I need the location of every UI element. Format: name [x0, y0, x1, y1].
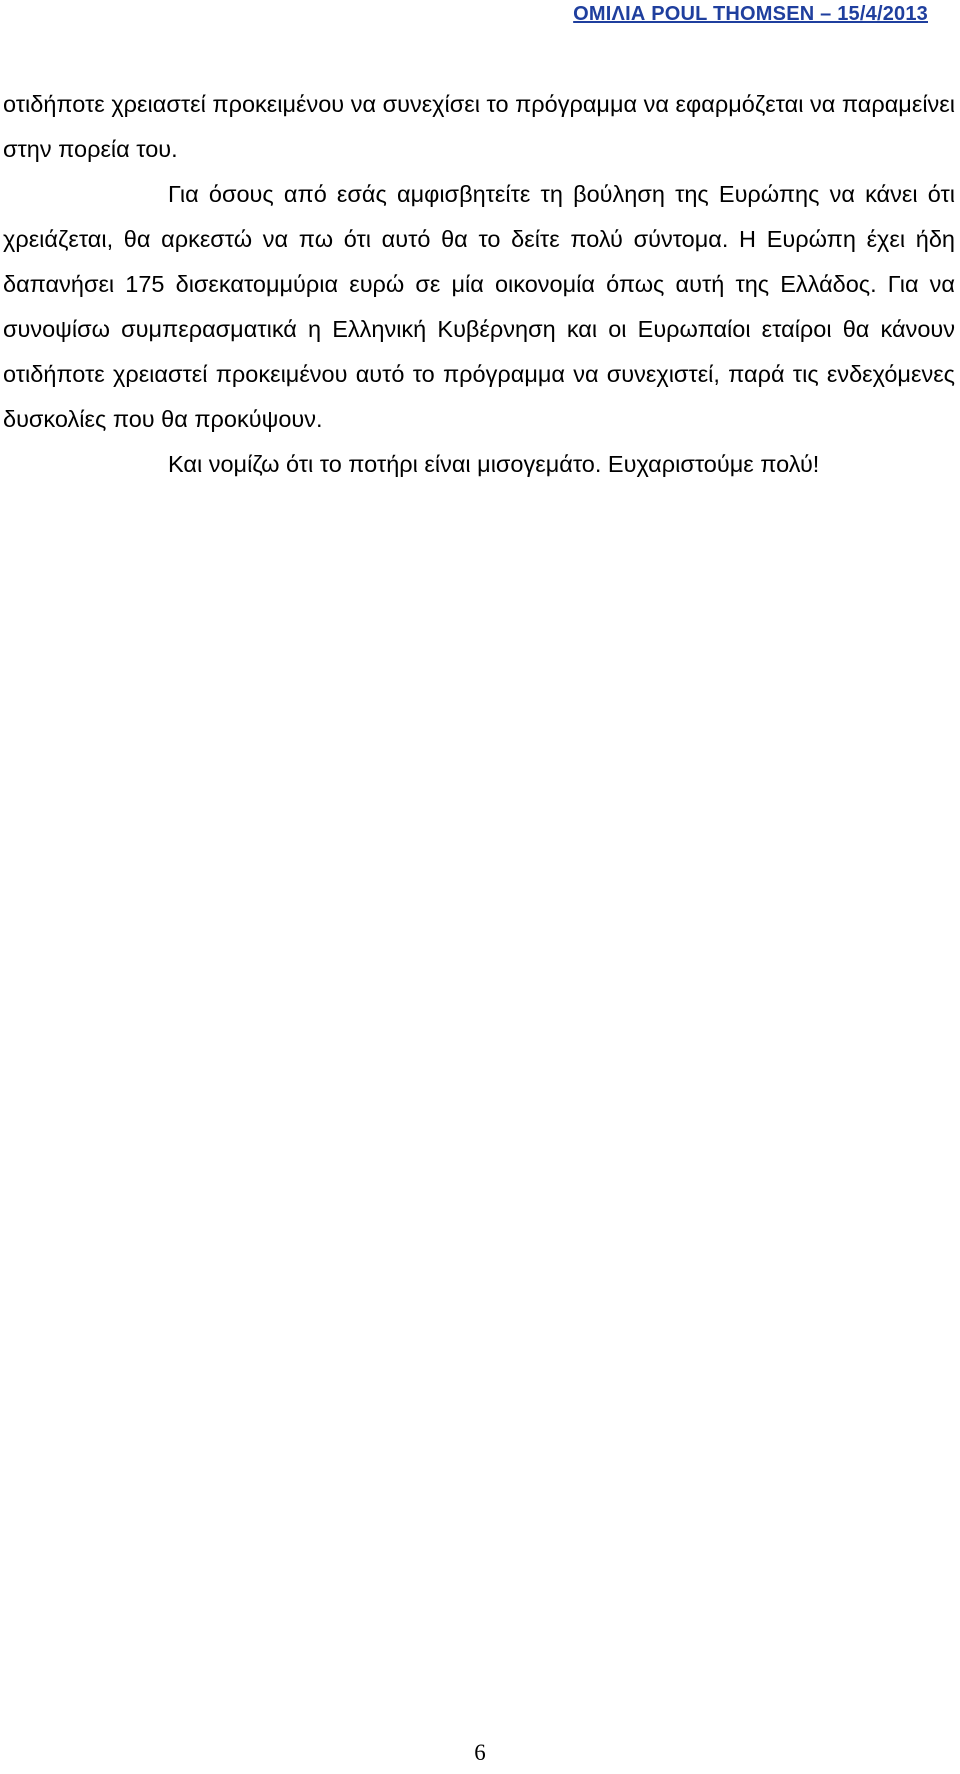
document-header-title: ΟΜΙΛΙΑ POUL THOMSEN – 15/4/2013 [573, 3, 928, 25]
document-body [3, 82, 955, 487]
page-number: 6 [474, 1740, 486, 1765]
paragraph-continuation: οτιδήποτε χρειαστεί προκειμένου να συνεχίσει το πρόγραμμα να εφαρμόζεται να παραμείνει στην πορεία του. [3, 91, 955, 162]
paragraph-europe-commitment: Για όσους από εσάς αμφισβητείτε τη βούληση της Ευρώπης να κάνει ότι χρειάζεται, θα αρκεστώ να πω ότι αυτό θα το δείτε πολύ σύντομα. Η Ευρώπη έχει ήδη δαπανήσει 175 δισεκατομμύρια ευρώ σε μία οικονομία όπως αυτή της Ελλάδος. Για να συνοψίσω συμπερασματικά η Ελληνική Κυβέρνηση και οι Ευρωπαίοι εταίροι θα κάνουν οτιδήποτε χρειαστεί προκειμένου αυτό το πρόγραμμα να συνεχιστεί, παρά τις ενδεχόμενες δυσκολίες που θα προκύψουν. [3, 181, 955, 432]
paragraph-closing: Και νομίζω ότι το ποτήρι είναι μισογεμάτο. Ευχαριστούμε πολύ! [168, 451, 820, 477]
